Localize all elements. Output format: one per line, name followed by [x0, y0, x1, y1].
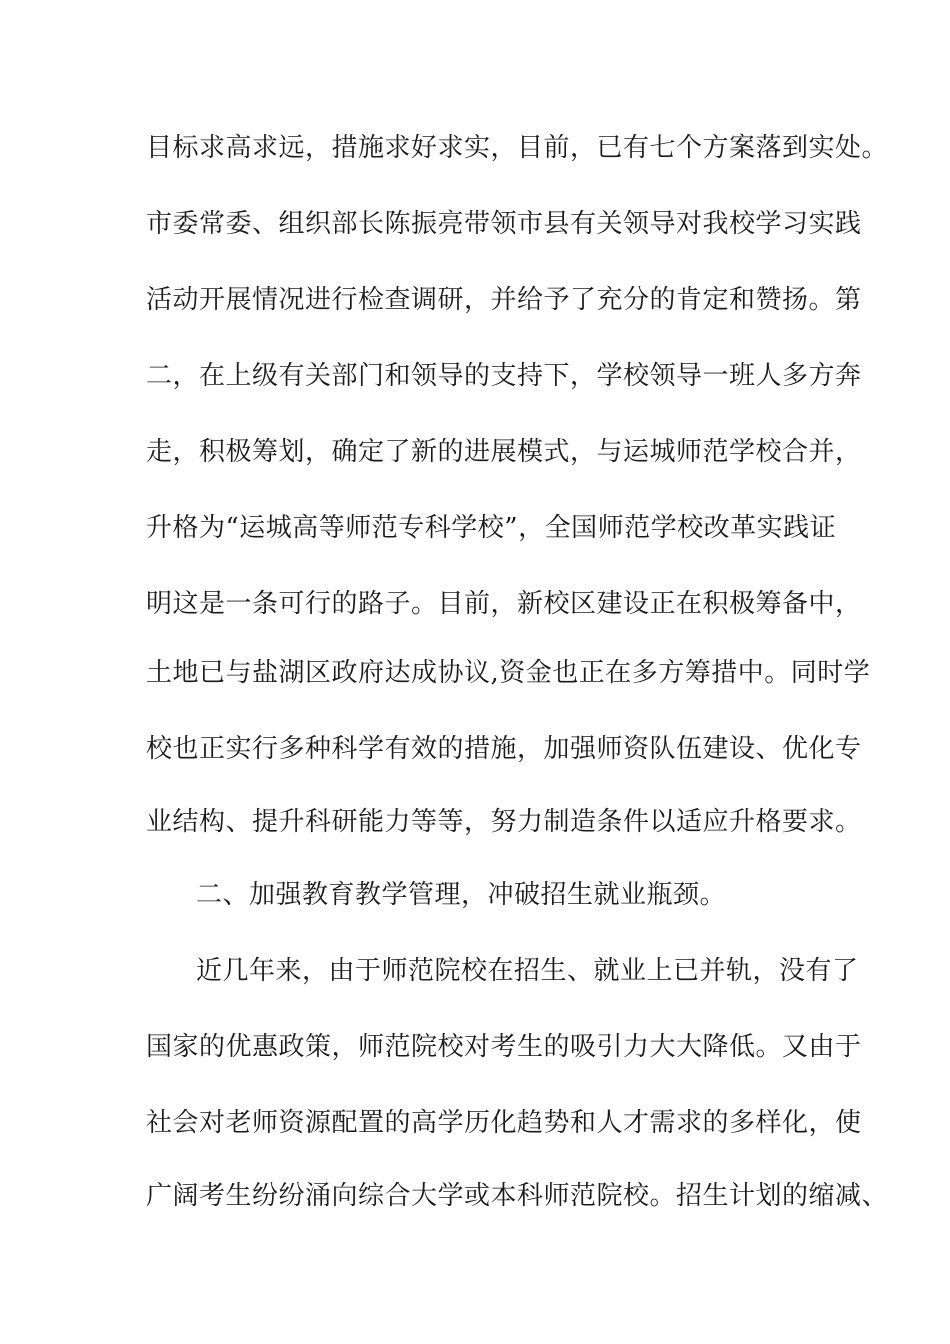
text-line: 市委常委、组织部长陈振亮带领市县有关领导对我校学习实践	[146, 209, 862, 239]
text-line: 业结构、提升科研能力等等，努力制造条件以适应升格要求。	[146, 807, 862, 837]
text-line: 国家的优惠政策，师范院校对考生的吸引力大大降低。又由于	[146, 1032, 862, 1062]
text-line: 广阔考生纷纷涌向综合大学或本科师范院校。招生计划的缩减、	[146, 1181, 889, 1211]
text-line: 目标求高求远，措施求好求实，目前，已有七个方案落到实处。	[146, 133, 889, 163]
text-line: 活动开展情况进行检查调研，并给予了充分的肯定和赞扬。第	[146, 285, 862, 315]
text-line: 土地已与盐湖区政府达成协议,资金也正在多方筹措中。同时学	[146, 658, 871, 688]
text-line: 社会对老师资源配置的高学历化趋势和人才需求的多样化，使	[146, 1108, 862, 1138]
text-line: 明这是一条可行的路子。目前，新校区建设正在积极筹备中，	[146, 589, 862, 619]
text-line: 走，积极筹划，确定了新的进展模式，与运城师范学校合并，	[146, 437, 862, 467]
section-heading: 二、加强教育教学管理，冲破招生就业瓶颈。	[196, 880, 727, 910]
paragraph-first-line: 近几年来，由于师范院校在招生、就业上已并轨，没有了	[196, 956, 859, 986]
text-line: 二，在上级有关部门和领导的支持下，学校领导一班人多方奔	[146, 361, 862, 391]
text-line: 校也正实行多种科学有效的措施，加强师资队伍建设、优化专	[146, 734, 862, 764]
text-line: 升格为“运城高等师范专科学校”，全国师范学校改革实践证	[146, 513, 837, 543]
